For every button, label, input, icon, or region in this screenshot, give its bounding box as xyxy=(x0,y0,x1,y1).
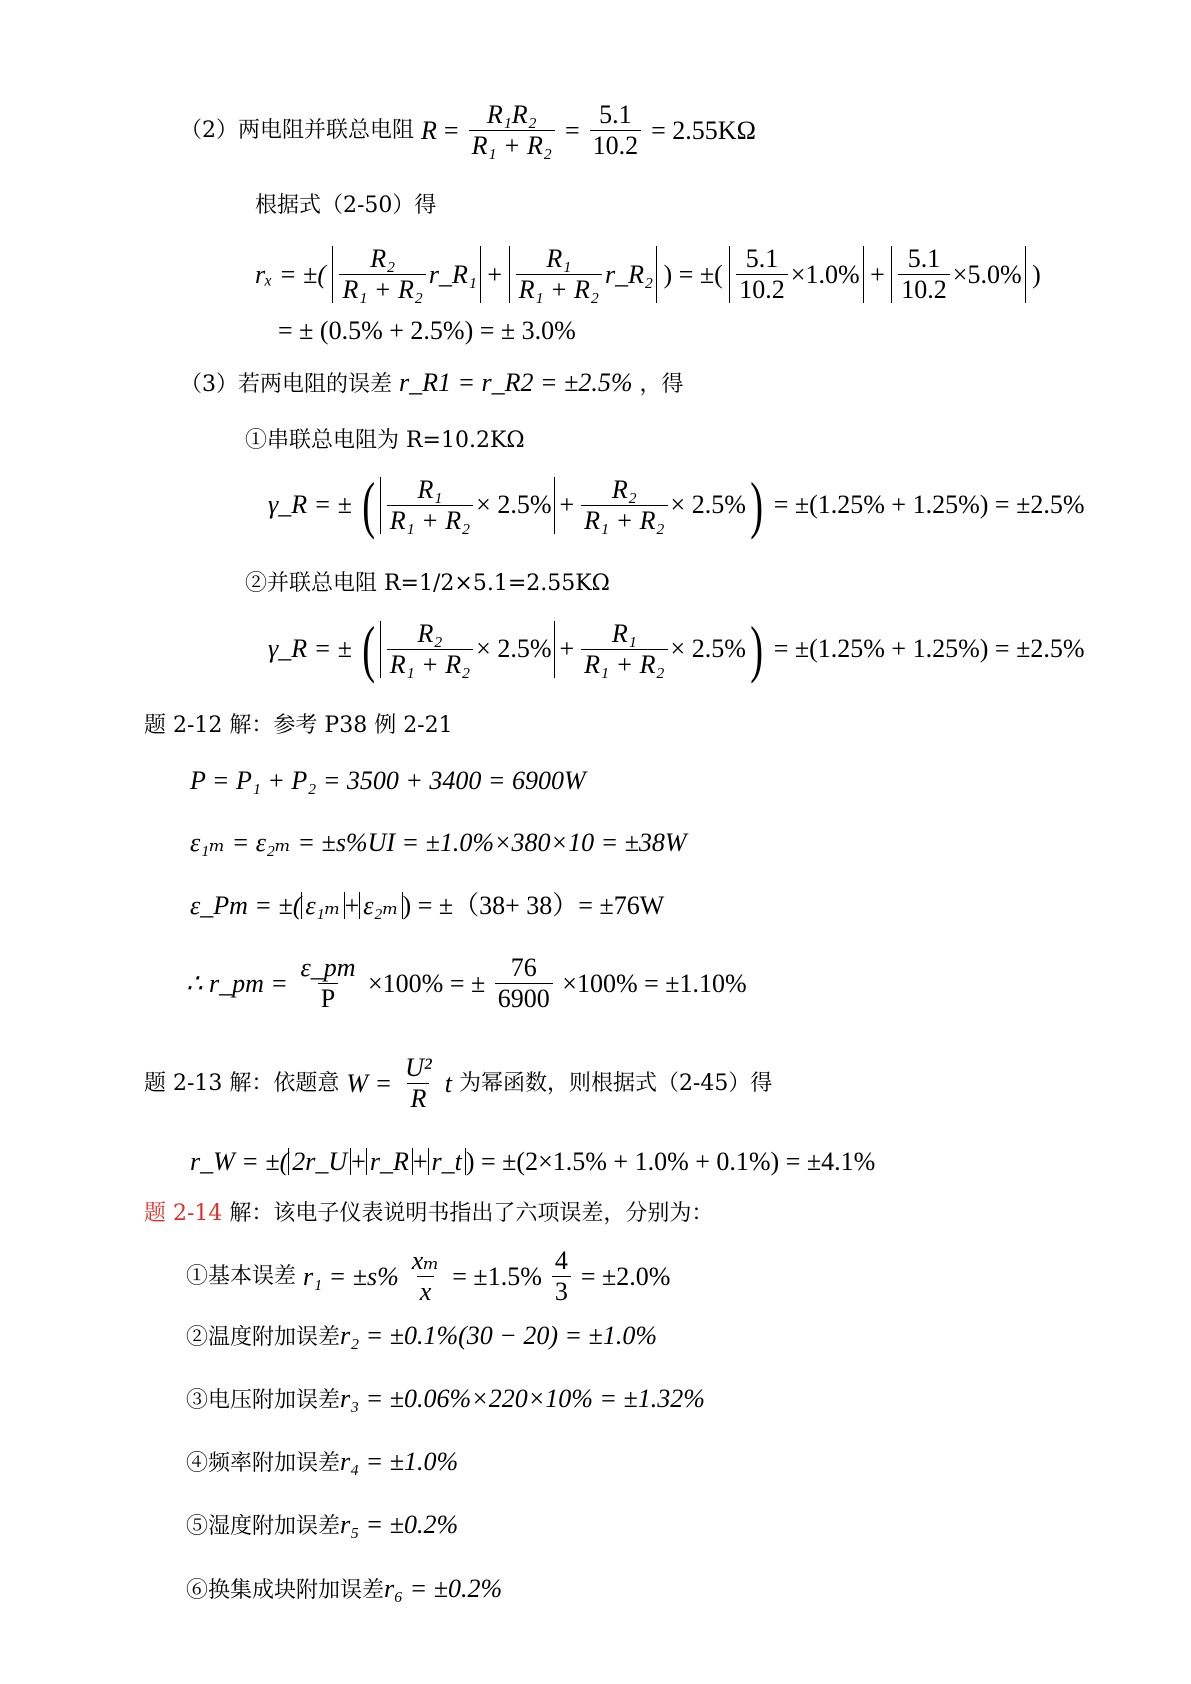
sec2-frac-2 xyxy=(590,102,642,159)
r-w-rhs: ) = ±(2×1.5% + 1.0% + 0.1%) = ±4.1% xyxy=(465,1147,876,1176)
rx-f4-num: 5.1 xyxy=(907,244,941,273)
r-pm-eq xyxy=(186,955,747,1012)
rx-plus-1: + xyxy=(487,259,503,289)
gp-t1: × 2.5% xyxy=(476,634,552,663)
rx-frac-2 xyxy=(516,246,602,303)
sec2-frac-1 xyxy=(469,102,555,159)
rx-frac-3 xyxy=(736,246,788,303)
sec3-formula: r_R1 = r_R2 = ±2.5% xyxy=(399,368,633,397)
r-w-plus1: + xyxy=(351,1147,366,1176)
err-4-formula: r₄ = ±1.0% xyxy=(340,1447,459,1476)
rx-f3-den: 10.2 xyxy=(736,274,788,303)
rx-abs-1 xyxy=(332,246,480,303)
err-1-label: ①基本误差 xyxy=(186,1263,297,1289)
gs-t1: × 2.5% xyxy=(476,490,552,519)
gs-f2-den: R₁ + R₂ xyxy=(581,505,667,534)
r-pm-num1: ε_pm xyxy=(300,953,356,982)
rx-abs-2 xyxy=(509,246,657,303)
r-pm-den2: 6900 xyxy=(495,983,553,1012)
rx-f1-num: R₂ xyxy=(370,244,396,273)
eps-pm-a: ε₁ₘ xyxy=(301,892,344,919)
err-6-formula: r₆ = ±0.2% xyxy=(384,1574,503,1603)
rx-f1-den: R₁ + R₂ xyxy=(339,274,425,303)
rx-plus-2: + xyxy=(870,259,885,289)
err-2-line xyxy=(186,1323,657,1349)
err-1-den2: 3 xyxy=(552,1276,571,1305)
gs-f1-den: R₁ + R₂ xyxy=(387,505,473,534)
r-w-eq xyxy=(190,1148,875,1175)
err-4-line xyxy=(186,1449,458,1475)
err-6-line xyxy=(186,1576,502,1602)
eps-pm-b: ε₂ₘ xyxy=(359,892,402,919)
gs-f2-num: R₂ xyxy=(611,474,637,504)
sec3-label: （3）若两电阻的误差 xyxy=(180,372,392,397)
sec2-result: = 2.55KΩ xyxy=(651,115,756,145)
err-4-label: ④频率附加误差 xyxy=(186,1451,341,1476)
err-5-formula: r₅ = ±0.2% xyxy=(340,1510,459,1539)
basis-2-50: 根据式（2-50）得 xyxy=(255,193,437,218)
err-5-label: ⑤湿度附加误差 xyxy=(186,1514,341,1539)
gs-plus: + xyxy=(559,490,575,519)
gs-t2: × 2.5% xyxy=(670,490,746,519)
gp-open-paren: ( xyxy=(362,613,376,684)
rx-abs-4 xyxy=(891,246,1025,303)
q2-13-prefix: 题 2-13 解：依题意 xyxy=(144,1070,340,1096)
r-w-b: r_R xyxy=(366,1148,413,1175)
sec2-eq-2: = xyxy=(564,115,580,145)
err-1-num1: xₘ xyxy=(411,1246,440,1275)
q2-14-prefix: 题 2-14 xyxy=(144,1201,223,1226)
r-pm-lhs: ∴ r_pm = xyxy=(186,968,288,998)
item-parallel: ②并联总电阻 R=1/2×5.1=2.55KΩ xyxy=(245,571,610,596)
parallel-resistance-line xyxy=(180,102,756,159)
gs-f1-num: R₁ xyxy=(417,474,443,504)
err-6-label: ⑥换集成块附加误差 xyxy=(186,1578,385,1603)
r-pm-den1: P xyxy=(318,983,338,1012)
sec2-num1: R₁R₂ xyxy=(486,100,537,129)
rx-frac-1 xyxy=(339,246,425,303)
rx-equation xyxy=(255,246,1041,303)
gp-t2: × 2.5% xyxy=(670,634,746,663)
r-w-a: 2r_U xyxy=(288,1148,351,1175)
q2-13-den: R xyxy=(407,1083,429,1112)
eps-pm-eq xyxy=(190,892,664,919)
rx-f3-tail: ×1.0% xyxy=(790,259,860,289)
gp-abs xyxy=(380,618,556,679)
gp-rhs: = ±(1.25% + 1.25%) = ±2.5% xyxy=(773,634,1085,663)
err-1-line xyxy=(186,1248,670,1305)
err-1-den1: x xyxy=(417,1276,435,1305)
err-1-rhs: = ±2.0% xyxy=(580,1261,671,1291)
r-w-plus2: + xyxy=(412,1147,428,1176)
rx-abs-3 xyxy=(729,246,863,303)
sec2-label: （2）两电阻并联总电阻 xyxy=(180,117,414,143)
rx-end: ) xyxy=(1032,259,1041,289)
sec2-eq: = xyxy=(443,115,459,145)
q2-14-suffix: 解：该电子仪表说明书指出了六项误差，分别为： xyxy=(222,1201,714,1226)
eps-pm-lhs: ε_Pm = ±( xyxy=(190,891,302,920)
err-5-line xyxy=(186,1512,458,1538)
r-pm-frac-1 xyxy=(297,955,358,1012)
gamma-parallel-eq xyxy=(268,613,1085,684)
err-3-label: ③电压附加误差 xyxy=(186,1388,341,1413)
gp-lhs: γ_R = ± xyxy=(268,634,352,663)
rx-f2-den: R₁ + R₂ xyxy=(516,274,602,303)
sec2-num2: 5.1 xyxy=(599,100,632,129)
q2-13-frac xyxy=(402,1055,435,1112)
err-3-line xyxy=(186,1386,705,1412)
gamma-series-eq xyxy=(268,469,1085,540)
sec3-line xyxy=(180,370,684,396)
gs-paren-group xyxy=(358,469,767,540)
err-2-formula: r₂ = ±0.1%(30 − 20) = ±1.0% xyxy=(340,1321,657,1350)
gp-frac-2 xyxy=(581,618,667,679)
rx-f2-num: R₁ xyxy=(546,244,572,273)
q2-13-num: U² xyxy=(405,1053,432,1082)
r-w-c: r_t xyxy=(428,1148,466,1175)
gp-f2-den: R₁ + R₂ xyxy=(581,649,667,678)
r-pm-rhs: ×100% = ±1.10% xyxy=(562,968,747,998)
err-1-lhs: r₁ = ±s% xyxy=(303,1261,399,1291)
q2-12-heading: 题 2-12 解：参考 P38 例 2-21 xyxy=(144,713,453,738)
q2-13-suffix: 为幂函数，则根据式（2-45）得 xyxy=(458,1070,773,1096)
q2-14-heading xyxy=(144,1203,713,1225)
gs-lhs: γ_R = ± xyxy=(268,490,352,519)
gp-f1-den: R₁ + R₂ xyxy=(387,649,473,678)
q2-13-t: t xyxy=(444,1068,452,1098)
err-1-frac-1 xyxy=(409,1248,443,1305)
eps-m-eq: ε₁ₘ = ε₂ₘ = ±s%UI = ±1.0%×380×10 = ±38W xyxy=(190,828,687,857)
sec2-den1: R₁ + R₂ xyxy=(469,130,555,159)
gp-f1-num: R₂ xyxy=(417,618,443,648)
gp-paren-group xyxy=(358,613,767,684)
r-pm-frac-2 xyxy=(495,955,553,1012)
rx-f1-tail: r_R₁ xyxy=(428,259,477,289)
gs-open-paren: ( xyxy=(362,469,376,540)
gp-close-paren: ) xyxy=(750,613,763,684)
rx-f3-num: 5.1 xyxy=(745,244,779,273)
sec2-den2: 10.2 xyxy=(590,130,642,159)
rx-f2-tail: r_R₂ xyxy=(604,259,654,289)
rx-f4-tail: ×5.0% xyxy=(952,259,1022,289)
eps-pm-rhs: ) = ±（38+ 38）= ±76W xyxy=(402,891,665,920)
err-1-mid: = ±1.5% xyxy=(452,1261,542,1291)
r-w-lhs: r_W = ±( xyxy=(190,1147,289,1176)
r-pm-mid: ×100% = ± xyxy=(368,968,486,998)
gs-rhs: = ±(1.25% + 1.25%) = ±2.5% xyxy=(773,490,1085,519)
sec3-tail: ，得 xyxy=(639,372,684,397)
rx-lhs: rₓ = ±( xyxy=(255,259,326,289)
err-2-label: ②温度附加误差 xyxy=(186,1325,341,1350)
p-sum-eq: P = P₁ + P₂ = 3500 + 3400 = 6900W xyxy=(190,766,586,795)
gp-frac-1 xyxy=(387,618,473,679)
gs-frac-1 xyxy=(387,474,473,535)
rx-frac-4 xyxy=(898,246,950,303)
err-1-num2: 4 xyxy=(554,1246,568,1275)
rx-mid: ) = ±( xyxy=(663,259,723,289)
gp-plus: + xyxy=(559,634,575,663)
err-3-formula: r₃ = ±0.06%×220×10% = ±1.32% xyxy=(340,1384,705,1413)
gs-frac-2 xyxy=(581,474,667,535)
r-pm-num2: 76 xyxy=(510,953,537,982)
gs-close-paren: ) xyxy=(750,469,763,540)
rx-f4-den: 10.2 xyxy=(898,274,950,303)
gs-abs xyxy=(380,474,556,535)
q2-13-W: W = xyxy=(346,1068,393,1098)
item-series: ①串联总电阻为 R=10.2KΩ xyxy=(245,428,525,453)
rx-result: = ± (0.5% + 2.5%) = ± 3.0% xyxy=(278,316,576,345)
eps-pm-plus: + xyxy=(344,891,360,920)
sec2-R: R xyxy=(421,115,437,145)
gp-f2-num: R₁ xyxy=(611,618,637,648)
err-1-frac-2 xyxy=(552,1248,571,1305)
q2-13-line xyxy=(144,1055,772,1112)
